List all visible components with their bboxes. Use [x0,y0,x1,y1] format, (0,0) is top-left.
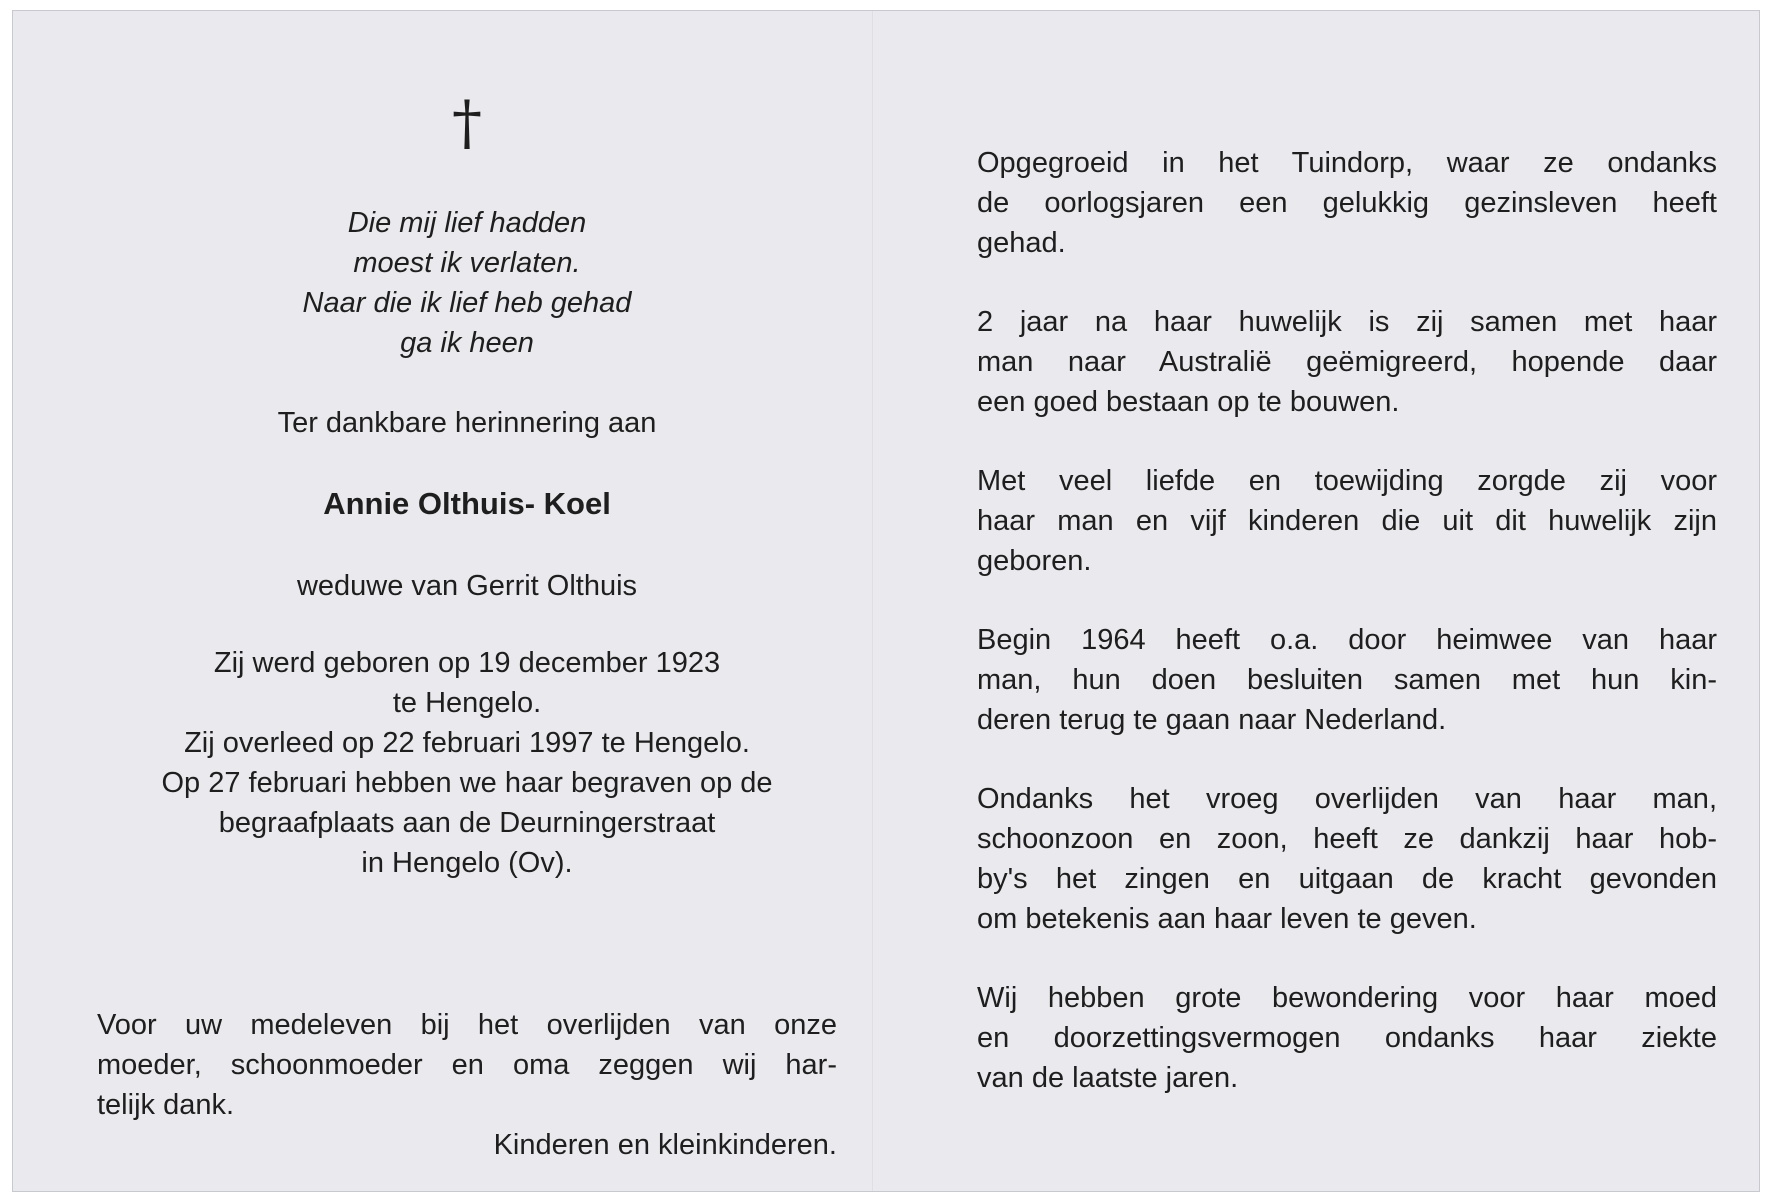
dates-line: Zij werd geboren op 19 december 1923 [213,647,721,679]
paragraph-line: Ondanks het vroeg overlijden van haar man, [977,783,1717,815]
paragraph-line: van de laatste jaren. [977,1062,1239,1094]
paragraph [977,779,1717,939]
cross-icon: † [452,88,482,158]
poem-line: moest ik verlaten. [353,247,581,279]
paragraph-line: by's het zingen en uitgaan de kracht gevonden [977,863,1717,895]
paragraph-line: een goed bestaan op te bouwen. [977,386,1400,418]
thanks-text [97,1005,837,1125]
paragraph-line: man naar Australië geëmigreerd, hopende daar [977,346,1717,378]
paragraph-line: Begin 1964 heeft o.a. door heimwee van haar [977,624,1717,656]
paragraph-line: geboren. [977,545,1092,577]
dates-line: begraafplaats aan de Deurningerstraat [218,807,716,839]
card-fold [872,11,874,1191]
paragraph [977,302,1717,422]
paragraph-line: en doorzettingsvermogen ondanks haar ziekte [977,1022,1717,1054]
dates-line: te Hengelo. [392,687,542,719]
deceased-name: Annie Olthuis- Koel [323,486,611,521]
paragraph [977,143,1717,263]
paragraph [977,461,1717,581]
thanks-line: Voor uw medeleven bij het overlijden van onze [97,1009,837,1041]
paragraph-line: haar man en vijf kinderen die uit dit huwelijk zijn [977,505,1717,537]
dates-line: in Hengelo (Ov). [361,847,573,879]
paragraph-line: Met veel liefde en toewijding zorgde zij voor [977,465,1717,497]
paragraph-line: 2 jaar na haar huwelijk is zij samen met haar [977,306,1717,338]
poem-line: Die mij lief hadden [347,207,587,239]
poem-line: Naar die ik lief heb gehad [302,287,632,319]
paragraph-line: Opgegroeid in het Tuindorp, waar ze ondanks [977,147,1717,179]
thanks-line: moeder, schoonmoeder en oma zeggen wij har- [97,1049,837,1081]
right-panel [977,11,1717,1191]
dates-line: Op 27 februari hebben we haar begraven op de [161,767,773,799]
widow-text: weduwe van Gerrit Olthuis [296,570,638,602]
memorial-card [12,10,1760,1192]
paragraph-line: om betekenis aan haar leven te geven. [977,903,1477,935]
thanks-line: telijk dank. [97,1089,235,1121]
poem-line: ga ik heen [400,327,534,359]
paragraph-line: man, hun doen besluiten samen met hun kin- [977,664,1717,696]
paragraph-line: Wij hebben grote bewondering voor haar moed [977,982,1717,1014]
paragraph-line: de oorlogsjaren een gelukkig gezinsleven heeft [977,187,1717,219]
paragraph-line: deren terug te gaan naar Nederland. [977,704,1447,736]
paragraph [977,620,1717,740]
life-dates [97,643,837,883]
poem [97,203,837,363]
intro-text: Ter dankbare herinnering aan [277,407,657,439]
paragraph-line: gehad. [977,227,1066,259]
paragraph [977,978,1717,1098]
signature: Kinderen en kleinkinderen. [493,1129,837,1161]
dates-line: Zij overleed op 22 februari 1997 te Hengelo. [184,727,750,759]
left-panel [97,11,837,1191]
paragraph-line: schoonzoon en zoon, heeft ze dankzij haar hob- [977,823,1717,855]
